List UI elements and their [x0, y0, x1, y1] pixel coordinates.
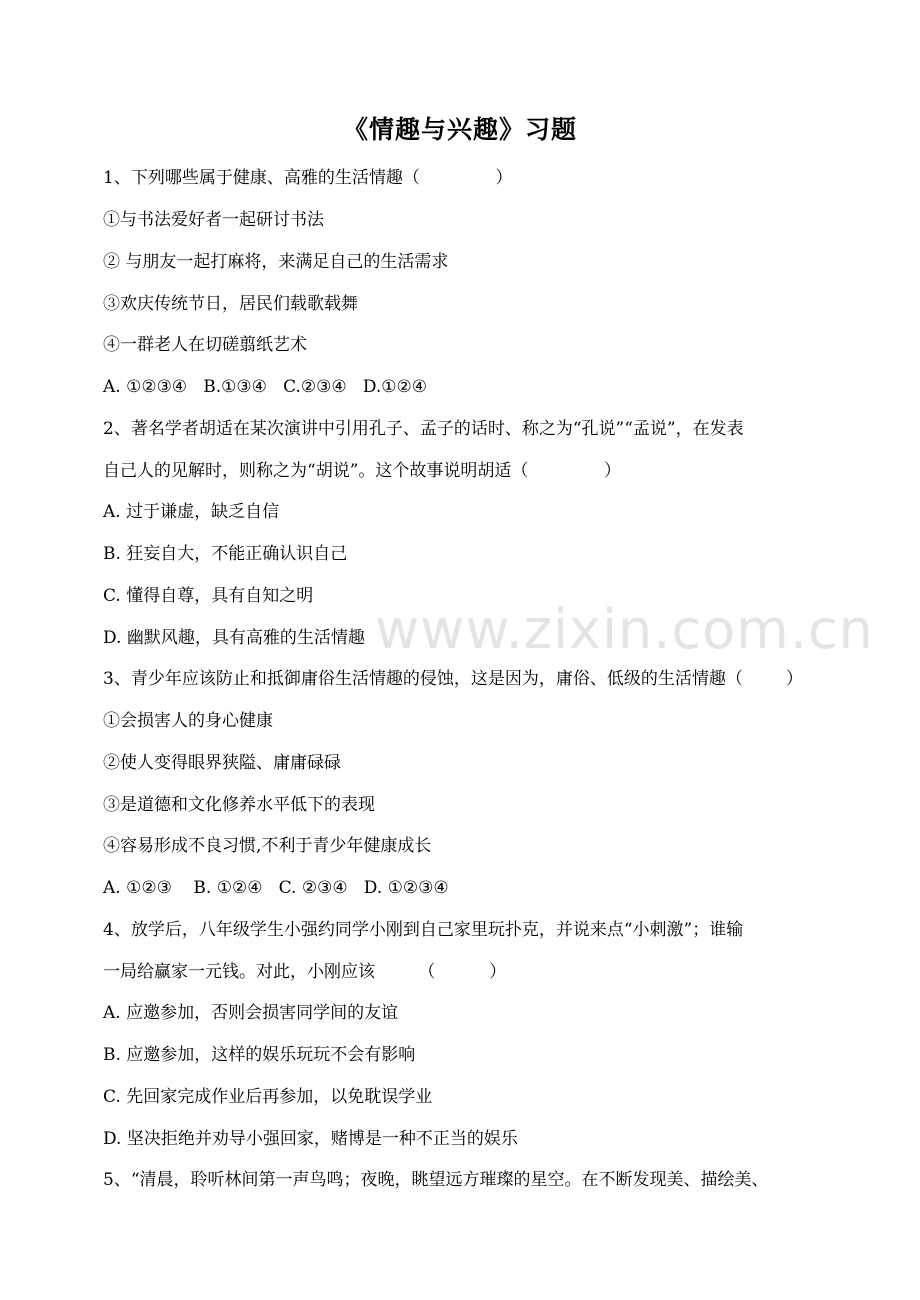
question-1-item-4: ④一群老人在切磋翦纸艺术	[103, 335, 307, 355]
watermark: www.zixin.com.cn	[375, 598, 874, 661]
question-4-option-c: C. 先回家完成作业后再参加，以免耽误学业	[103, 1087, 433, 1107]
question-2-stem-line-1: 2、著名学者胡适在某次演讲中引用孔子、孟子的话时、称之为“孔说”“孟说”，在发表	[103, 419, 744, 439]
question-4-stem-line-1: 4、放学后，八年级学生小强约同学小刚到自己家里玩扑克，并说来点“小刺激”；谁输	[103, 920, 744, 940]
question-3-stem: 3、青少年应该防止和抵御庸俗生活情趣的侵蚀，这是因为，庸俗、低级的生活情趣（ ）	[103, 669, 804, 689]
question-1-item-2: ② 与朋友一起打麻将，来满足自己的生活需求	[103, 252, 449, 272]
question-4-option-d: D. 坚决拒绝并劝导小强回家，赌博是一种不正当的娱乐	[103, 1129, 518, 1149]
question-2-option-d: D. 幽默风趣，具有高雅的生活情趣	[103, 628, 365, 648]
page-title: 《情趣与兴趣》习题	[342, 115, 577, 144]
question-5-stem: 5、“清晨，聆听林间第一声鸟鸣；夜晚，眺望远方璀璨的星空。在不断发现美、描绘美、	[103, 1170, 769, 1190]
question-3-item-2: ②使人变得眼界狭隘、庸庸碌碌	[103, 753, 341, 773]
question-2-option-c: C. 懂得自尊，具有自知之明	[103, 586, 314, 606]
question-3-item-1: ①会损害人的身心健康	[103, 711, 273, 731]
question-1-item-1: ①与书法爱好者一起研讨书法	[103, 210, 324, 230]
question-1-options: A. ①②③④ B.①③④ C.②③④ D.①②④	[103, 377, 427, 397]
question-3-item-3: ③是道德和文化修养水平低下的表现	[103, 795, 375, 815]
question-2-stem-line-2: 自己人的见解时，则称之为“胡说”。这个故事说明胡适（ ）	[103, 461, 622, 481]
question-3-item-4: ④容易形成不良习惯,不利于青少年健康成长	[103, 836, 432, 856]
question-1-item-3: ③欢庆传统节日，居民们载歌载舞	[103, 294, 358, 314]
question-4-option-b: B. 应邀参加，这样的娱乐玩玩不会有影响	[103, 1045, 416, 1065]
question-3-options: A. ①②③ B. ①②④ C. ②③④ D. ①②③④	[103, 878, 449, 898]
question-1-stem: 1、下列哪些属于健康、高雅的生活情趣（ ）	[103, 168, 513, 188]
question-2-option-a: A. 过于谦虚，缺乏自信	[103, 502, 280, 522]
question-4-stem-line-2: 一局给赢家一元钱。对此，小刚应该 （ ）	[103, 962, 507, 982]
question-2-option-b: B. 狂妄自大，不能正确认识自己	[103, 544, 348, 564]
question-4-option-a: A. 应邀参加，否则会损害同学间的友谊	[103, 1003, 399, 1023]
